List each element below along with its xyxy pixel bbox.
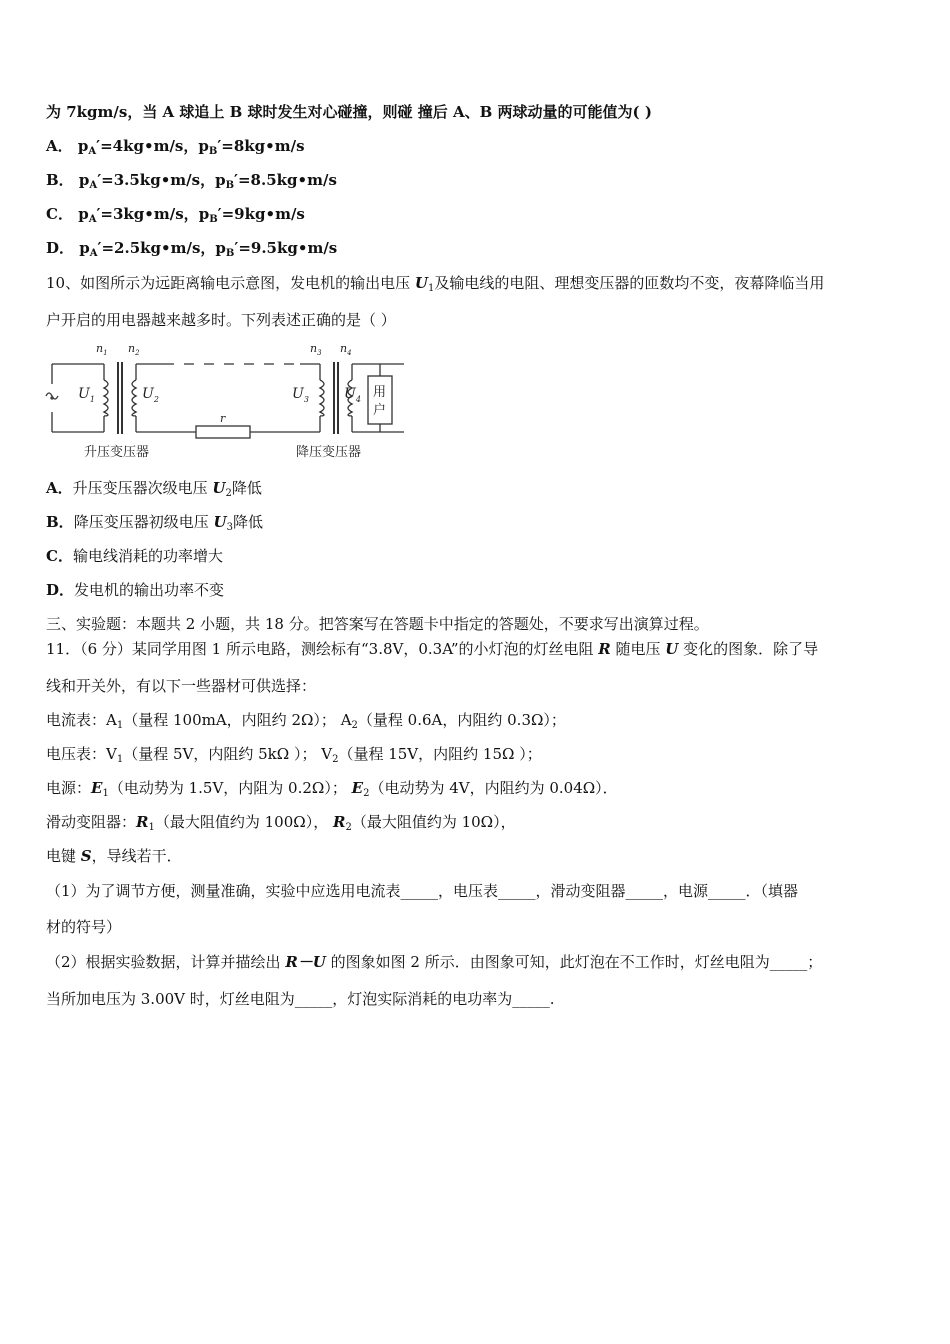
q11-rheostats: 滑动变阻器：$R_1$（最大阻值约为 100Ω）， $R_2$（最大阻值约为 10Ω）， — [46, 813, 516, 833]
q11-part1-line1: （1）为了调节方便，测量准确，实验中应选用电流表_____，电压表_____，滑动变阻器_____，电源_____．（填器 — [46, 882, 799, 900]
q9-option-b: B． $p_A'=3.5kg•m/s$，$p_B'=8.5kg•m/s$ — [46, 171, 337, 191]
q11-part1-line2: 材的符号） — [46, 918, 122, 936]
section3-heading: 三、实验题：本题共 2 小题，共 18 分。把答案写在答题卡中指定的答题处，不要求写出演算过程。 — [46, 615, 709, 633]
step-down-core — [334, 362, 338, 434]
q11-stem-line1: 11．（6 分）某同学用图 1 所示电路，测绘标有“3.8V，0.3A”的小灯泡的灯丝电阻 R 随电压 U 变化的图象．除了导 — [46, 640, 819, 658]
coil-n1 — [104, 380, 108, 416]
label-n1: $n_1$ — [96, 342, 108, 357]
user-label-top: 用 — [373, 385, 387, 400]
label-n2: $n_2$ — [128, 342, 140, 357]
q10-option-b: B．降压变压器初级电压 $U_3$降低 — [46, 513, 263, 533]
label-n3: $n_3$ — [310, 342, 322, 357]
q10-stem-line2: 户开启的用电器越来越多时。下列表述正确的是（ ） — [46, 311, 396, 329]
q9-stem-tail: 为 7kgm/s，当 A 球追上 B 球时发生对心碰撞，则碰 撞后 A、B 两球动量的可能值为( ) — [46, 103, 652, 121]
ac-source-icon — [46, 393, 58, 399]
q11-part2-line1: （2）根据实验数据，计算并描绘出 R－U 的图象如图 2 所示．由图象可知，此灯泡在不工作时，灯丝电阻为_____； — [46, 953, 823, 971]
q11-part2-line2: 当所加电压为 3.00V 时，灯丝电阻为_____，灯泡实际消耗的电功率为_____. — [46, 990, 555, 1008]
step-up-core — [118, 362, 122, 434]
q11-sources: 电源：$E_1$（电动势为 1.5V，内阻为 0.2Ω）； $E_2$（电动势为 4V，内阻约为 0.04Ω）． — [46, 779, 618, 799]
q10-option-d: D．发电机的输出功率不变 — [46, 581, 225, 599]
label-u4: $U_4$ — [344, 386, 361, 404]
q11-key: 电键 S，导线若干． — [46, 847, 182, 865]
q10-stem-line1: 10、如图所示为远距离输电示意图，发电机的输出电压 $U_1$及输电线的电阻、理想变压器的匝数均不变，夜幕降临当用 — [46, 274, 825, 294]
q11-ammeters: 电流表：$A_1$（量程 100mA，内阻约 2Ω）； $A_2$（量程 0.6A，内阻约 0.3Ω）； — [46, 711, 566, 731]
label-n4: $n_4$ — [340, 342, 352, 357]
coil-n2 — [132, 380, 136, 416]
line-resistor — [196, 426, 250, 438]
q9-option-a: A． $p_A'=4kg•m/s$，$p_B'=8kg•m/s$ — [46, 137, 305, 157]
q9-option-c: C． $p_A'=3kg•m/s$，$p_B'=9kg•m/s$ — [46, 205, 305, 225]
transmission-diagram — [44, 340, 406, 464]
label-u1: $U_1$ — [78, 386, 95, 404]
q10-option-c: C．输电线消耗的功率增大 — [46, 547, 223, 565]
user-label-bottom: 户 — [373, 403, 387, 418]
label-r: r — [220, 412, 226, 425]
q11-stem-line2: 线和开关外，有以下一些器材可供选择： — [46, 677, 317, 695]
coil-n3 — [320, 380, 324, 416]
q11-voltmeters: 电压表：$V_1$（量程 5V，内阻约 5kΩ ）； $V_2$（量程 15V，内阻约 15Ω ）； — [46, 745, 542, 765]
label-u3: $U_3$ — [292, 386, 309, 404]
q10-option-a: A．升压变压器次级电压 $U_2$降低 — [46, 479, 262, 499]
step-up-label: 升压变压器 — [84, 445, 150, 460]
label-u2: $U_2$ — [142, 386, 159, 404]
q9-option-d: D． $p_A'=2.5kg•m/s$，$p_B'=9.5kg•m/s$ — [46, 239, 338, 259]
step-down-label: 降压变压器 — [296, 445, 362, 460]
